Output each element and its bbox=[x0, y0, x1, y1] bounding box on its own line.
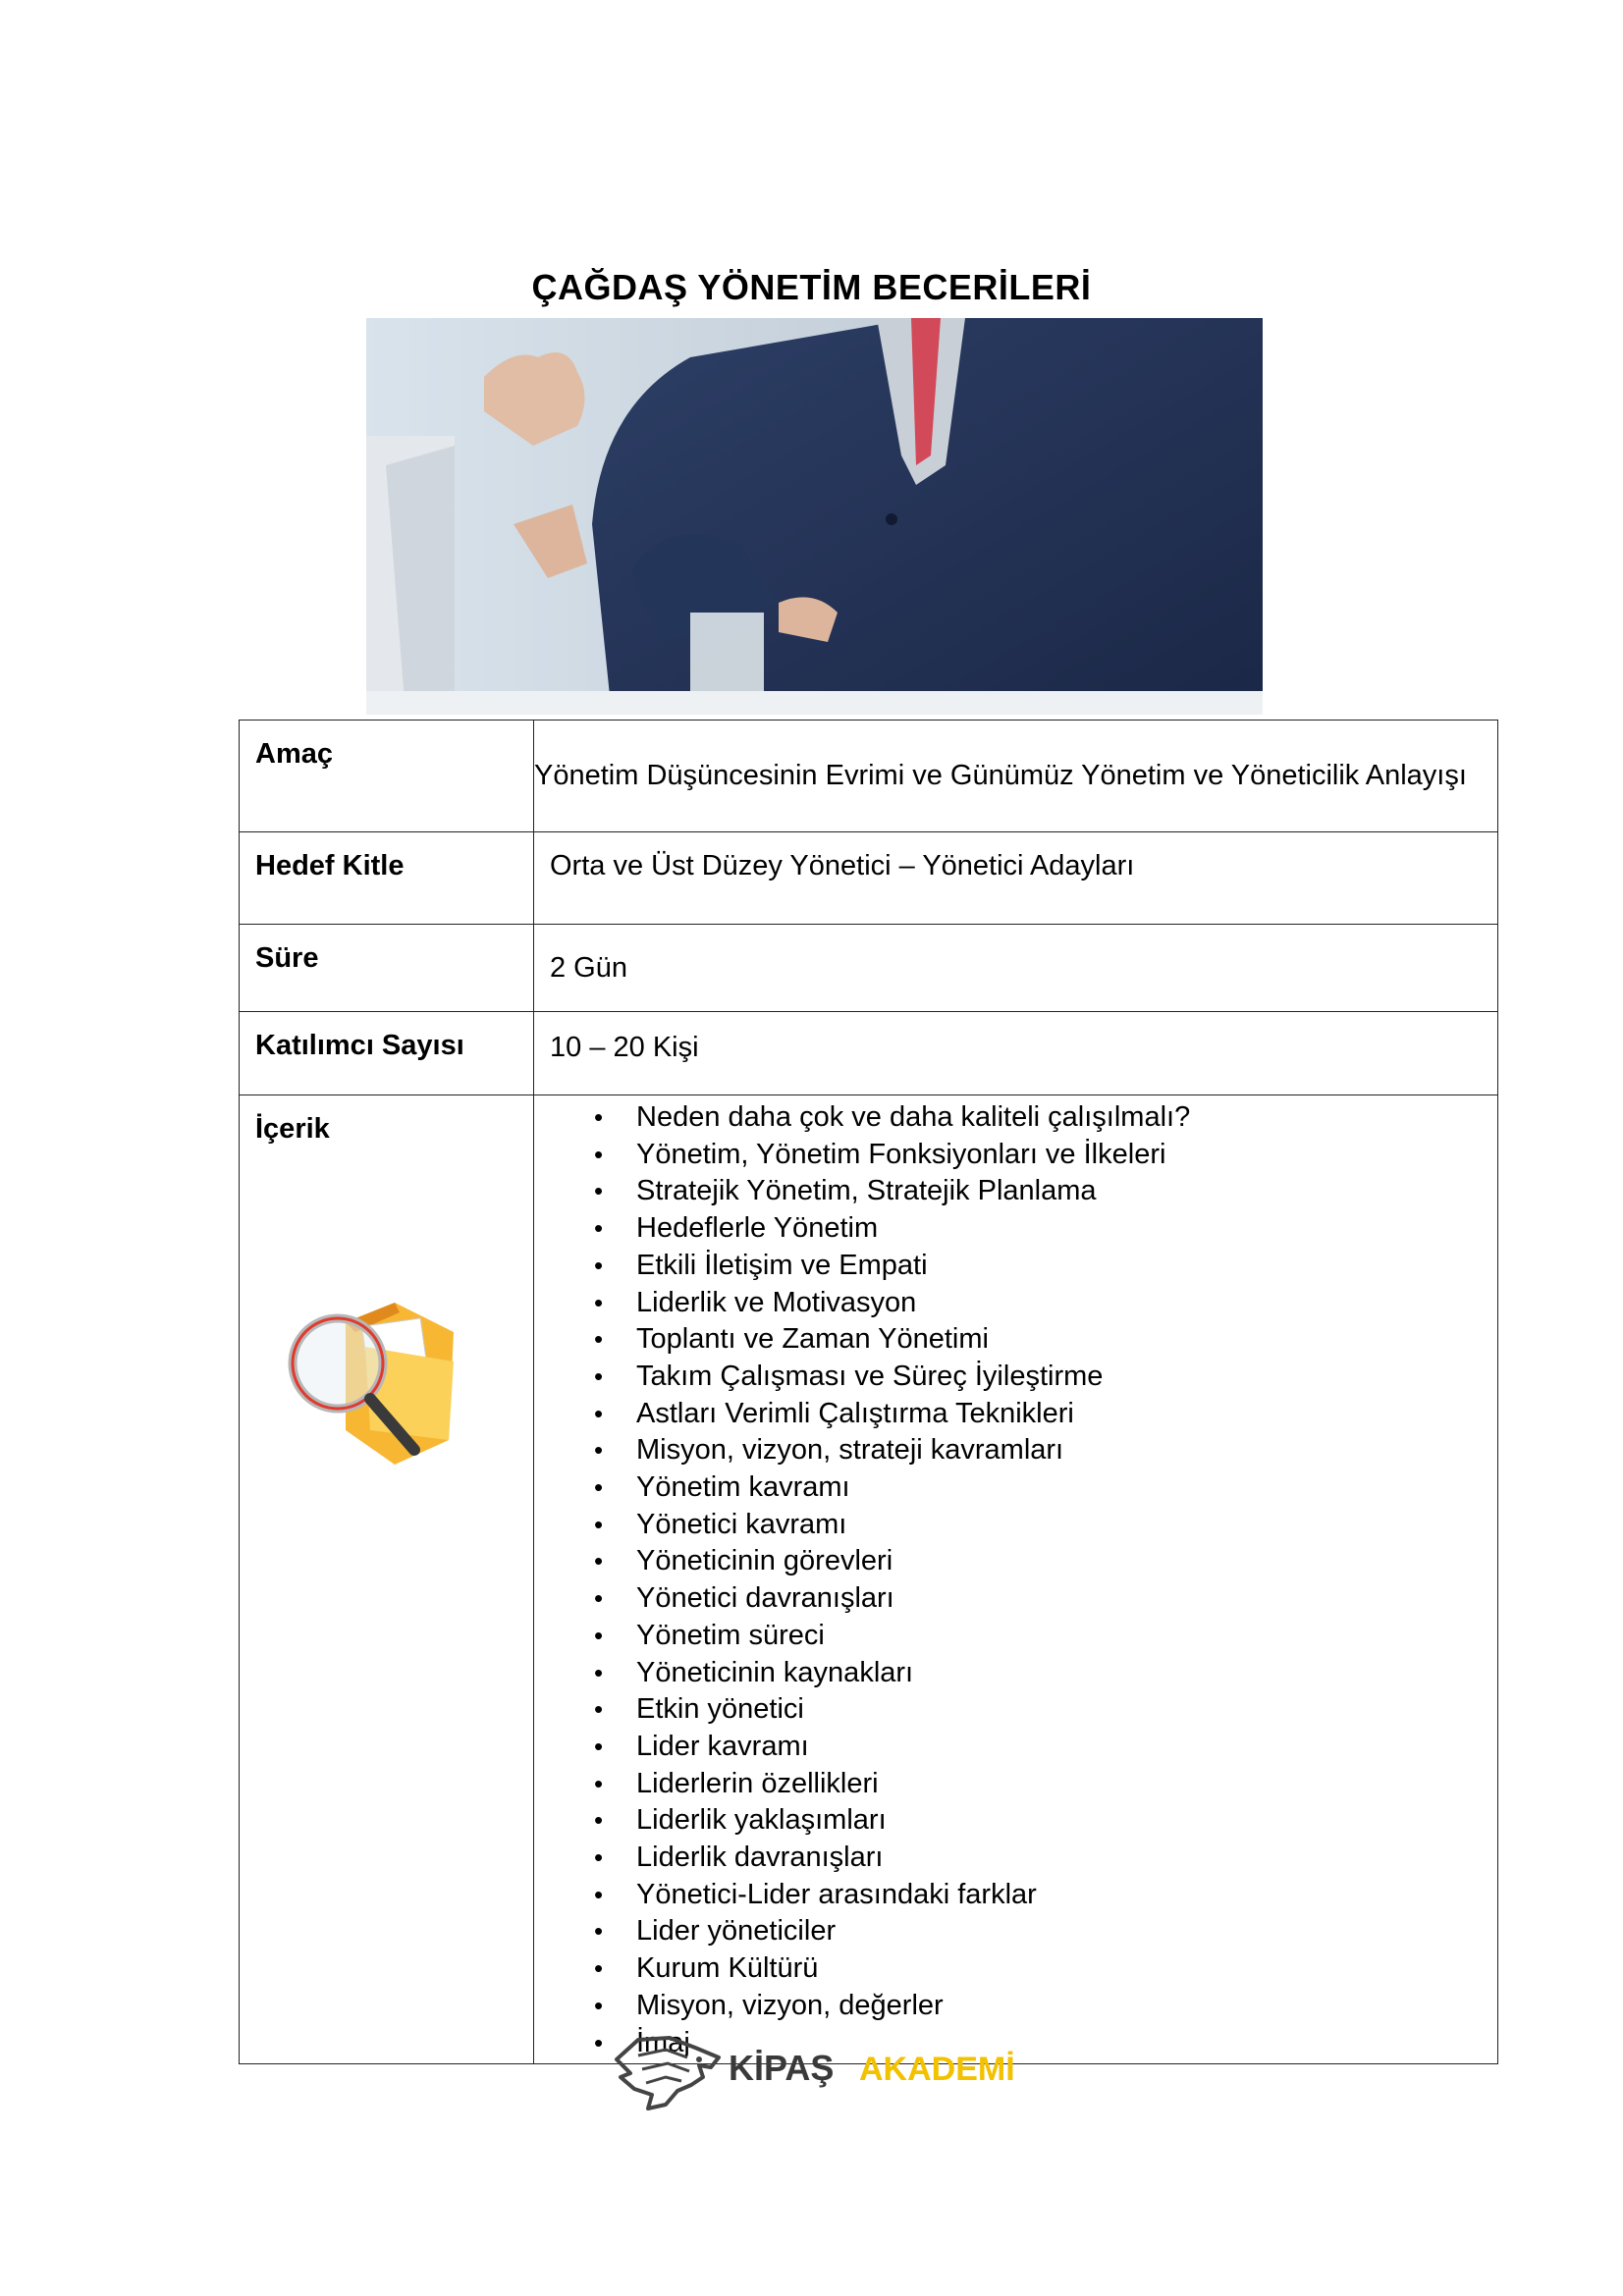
logo-text-kipas: KİPAŞ bbox=[729, 2048, 835, 2088]
topic-item: • Kurum Kültürü bbox=[636, 1950, 1497, 1988]
topic-item: • Liderlik ve Motivasyon bbox=[636, 1285, 1497, 1322]
value-participants bbox=[534, 1012, 1498, 1095]
kipas-akademi-logo bbox=[609, 2030, 1021, 2112]
participants-text: 10 – 20 Kişi bbox=[550, 1032, 699, 1063]
topic-item: • Yönetim kavramı bbox=[636, 1469, 1497, 1507]
folder-magnifier-icon bbox=[277, 1293, 463, 1465]
row-content bbox=[240, 1095, 1498, 2064]
label-audience: Hedef Kitle bbox=[240, 832, 534, 925]
topic-item: • Liderlerin özellikleri bbox=[636, 1766, 1497, 1803]
course-info-table bbox=[239, 720, 1498, 2064]
topic-item: • Yöneticinin görevleri bbox=[636, 1543, 1497, 1580]
topic-item: • Liderlik yaklaşımları bbox=[636, 1802, 1497, 1840]
topic-item: • Toplantı ve Zaman Yönetimi bbox=[636, 1321, 1497, 1359]
topic-item: • Liderlik davranışları bbox=[636, 1840, 1497, 1877]
row-purpose bbox=[240, 721, 1498, 832]
value-audience bbox=[534, 832, 1498, 925]
topic-list bbox=[534, 1099, 1497, 2061]
label-participants: Katılımcı Sayısı bbox=[240, 1012, 534, 1095]
label-content-cell bbox=[240, 1095, 534, 2064]
audience-text: Orta ve Üst Düzey Yönetici – Yönetici Adayları bbox=[550, 850, 1135, 881]
logo-text-akademi: AKADEMİ bbox=[859, 2051, 1015, 2088]
row-duration bbox=[240, 925, 1498, 1012]
row-participants bbox=[240, 1012, 1498, 1095]
topic-item: • Etkin yönetici bbox=[636, 1691, 1497, 1729]
hero-photo bbox=[366, 318, 1263, 715]
topic-item: • Yöneticinin kaynakları bbox=[636, 1655, 1497, 1692]
row-audience bbox=[240, 832, 1498, 925]
topic-item: • Misyon, vizyon, değerler bbox=[636, 1988, 1497, 2025]
topic-item: • Yönetici kavramı bbox=[636, 1507, 1497, 1544]
value-purpose bbox=[534, 721, 1498, 832]
label-content: İçerik bbox=[255, 1113, 330, 1145]
topic-item: • Lider yöneticiler bbox=[636, 1913, 1497, 1950]
topic-item: • Etkili İletişim ve Empati bbox=[636, 1248, 1497, 1285]
label-purpose: Amaç bbox=[240, 721, 534, 832]
value-content bbox=[534, 1095, 1498, 2064]
page-title: ÇAĞDAŞ YÖNETİM BECERİLERİ bbox=[531, 267, 1092, 307]
topic-item: • Lider kavramı bbox=[636, 1729, 1497, 1766]
topic-item: • İmaj bbox=[636, 2025, 1497, 2062]
topic-item: • Stratejik Yönetim, Stratejik Planlama bbox=[636, 1173, 1497, 1210]
topic-item: • Yönetici-Lider arasındaki farklar bbox=[636, 1877, 1497, 1914]
duration-text: 2 Gün bbox=[550, 952, 627, 984]
lion-icon bbox=[609, 2030, 727, 2112]
topic-item: • Yönetici davranışları bbox=[636, 1580, 1497, 1618]
topic-item: • Yönetim, Yönetim Fonksiyonları ve İlkeleri bbox=[636, 1137, 1497, 1174]
value-duration bbox=[534, 925, 1498, 1012]
topic-item: • Neden daha çok ve daha kaliteli çalışılmalı? bbox=[636, 1099, 1497, 1137]
topic-item: • Takım Çalışması ve Süreç İyileştirme bbox=[636, 1359, 1497, 1396]
topic-item: • Yönetim süreci bbox=[636, 1618, 1497, 1655]
topic-item: • Astları Verimli Çalıştırma Teknikleri bbox=[636, 1396, 1497, 1433]
topic-item: • Hedeflerle Yönetim bbox=[636, 1210, 1497, 1248]
purpose-text: Yönetim Düşüncesinin Evrimi ve Günümüz Yönetim ve Yöneticilik Anlayışı bbox=[534, 760, 1467, 791]
topic-item: • Misyon, vizyon, strateji kavramları bbox=[636, 1432, 1497, 1469]
label-duration: Süre bbox=[240, 925, 534, 1012]
